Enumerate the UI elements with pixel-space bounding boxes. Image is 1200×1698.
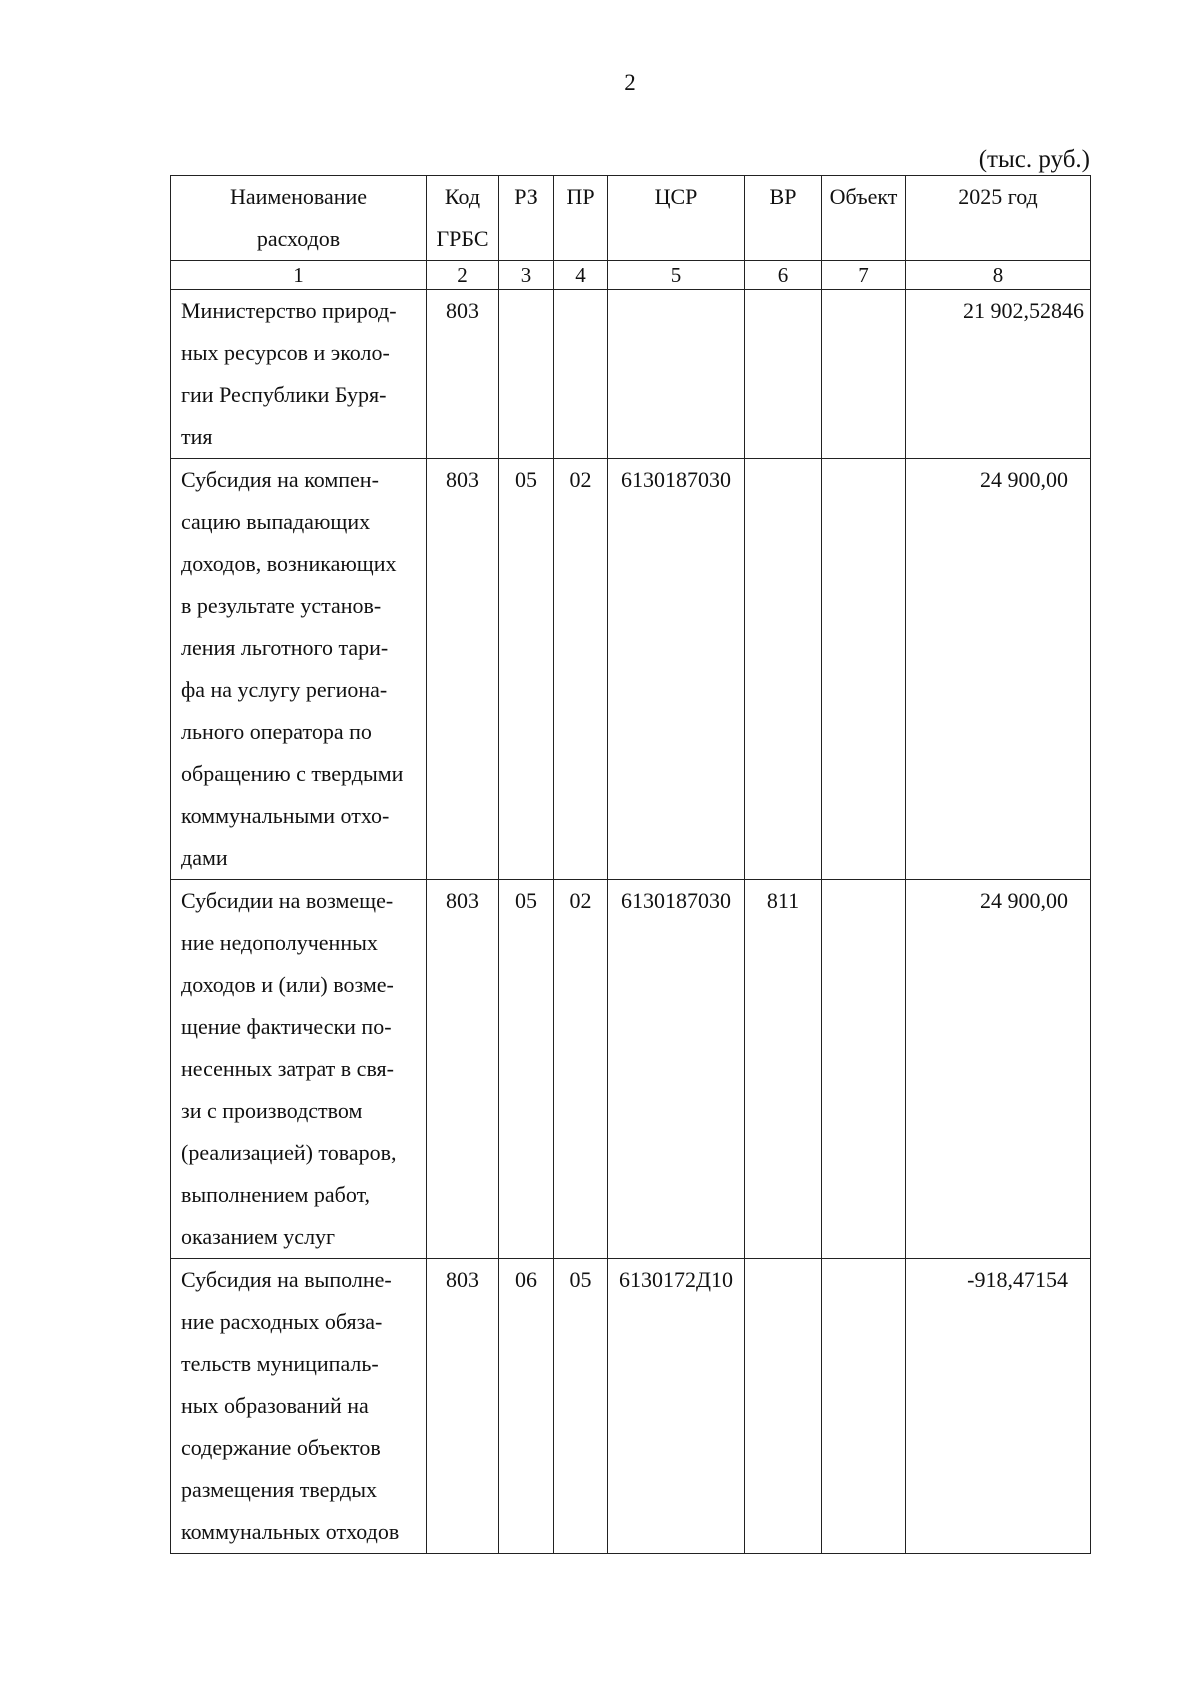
- row-object: [822, 290, 906, 459]
- column-number: 3: [499, 261, 554, 290]
- row-csr: 6130172Д10: [608, 1259, 745, 1554]
- row-pr: 02: [554, 459, 608, 880]
- table-header-row: [171, 176, 1091, 261]
- header-name: Наименование расходов: [171, 176, 427, 261]
- column-number-row: [171, 261, 1091, 290]
- row-amount: -918,47154: [906, 1259, 1091, 1554]
- row-grbs: 803: [427, 459, 499, 880]
- column-number: 6: [745, 261, 822, 290]
- row-vr: [745, 1259, 822, 1554]
- row-vr: [745, 459, 822, 880]
- row-name: Субсидия на выполне- ние расходных обяза- тельств муниципаль- ных образований на содержание объектов размещения твердых коммунальных отходов: [171, 1259, 427, 1554]
- column-number: 4: [554, 261, 608, 290]
- table-row: [171, 1259, 1091, 1554]
- column-number: 2: [427, 261, 499, 290]
- row-amount: 21 902,52846: [906, 290, 1091, 459]
- row-rz: 06: [499, 1259, 554, 1554]
- row-rz: 05: [499, 880, 554, 1259]
- row-vr: [745, 290, 822, 459]
- row-pr: 05: [554, 1259, 608, 1554]
- header-year: 2025 год: [906, 176, 1091, 261]
- row-grbs: 803: [427, 290, 499, 459]
- column-number: 5: [608, 261, 745, 290]
- row-name: Субсидии на возмеще- ние недополученных доходов и (или) возме- щение фактически по- несенных затрат в свя- зи с производством (реализацией) товаров, выполнением работ, оказанием услуг: [171, 880, 427, 1259]
- row-csr: [608, 290, 745, 459]
- row-pr: 02: [554, 880, 608, 1259]
- budget-table: [170, 175, 1091, 1554]
- row-name: Субсидия на компен- сацию выпадающих доходов, возникающих в результате установ- ления льготного тари- фа на услугу регионa- льного оператора по обращению с твердыми коммунальными отхо- дами: [171, 459, 427, 880]
- units-label: (тыс. руб.): [978, 146, 1090, 173]
- row-csr: 6130187030: [608, 880, 745, 1259]
- table-row: [171, 880, 1091, 1259]
- page-number: 2: [624, 70, 636, 95]
- table-row: [171, 459, 1091, 880]
- row-object: [822, 459, 906, 880]
- row-name: Министерство природ- ных ресурсов и эколо- гии Республики Буря- тия: [171, 290, 427, 459]
- column-number: 7: [822, 261, 906, 290]
- row-csr: 6130187030: [608, 459, 745, 880]
- header-pr: ПР: [554, 176, 608, 261]
- row-amount: 24 900,00: [906, 880, 1091, 1259]
- table-row: [171, 290, 1091, 459]
- header-object: Объект: [822, 176, 906, 261]
- row-rz: 05: [499, 459, 554, 880]
- header-rz: РЗ: [499, 176, 554, 261]
- row-rz: [499, 290, 554, 459]
- row-amount: 24 900,00: [906, 459, 1091, 880]
- row-vr: 811: [745, 880, 822, 1259]
- row-grbs: 803: [427, 1259, 499, 1554]
- row-grbs: 803: [427, 880, 499, 1259]
- row-object: [822, 880, 906, 1259]
- column-number: 1: [171, 261, 427, 290]
- header-csr: ЦСР: [608, 176, 745, 261]
- row-object: [822, 1259, 906, 1554]
- row-pr: [554, 290, 608, 459]
- header-grbs: Код ГРБС: [427, 176, 499, 261]
- column-number: 8: [906, 261, 1091, 290]
- header-vr: ВР: [745, 176, 822, 261]
